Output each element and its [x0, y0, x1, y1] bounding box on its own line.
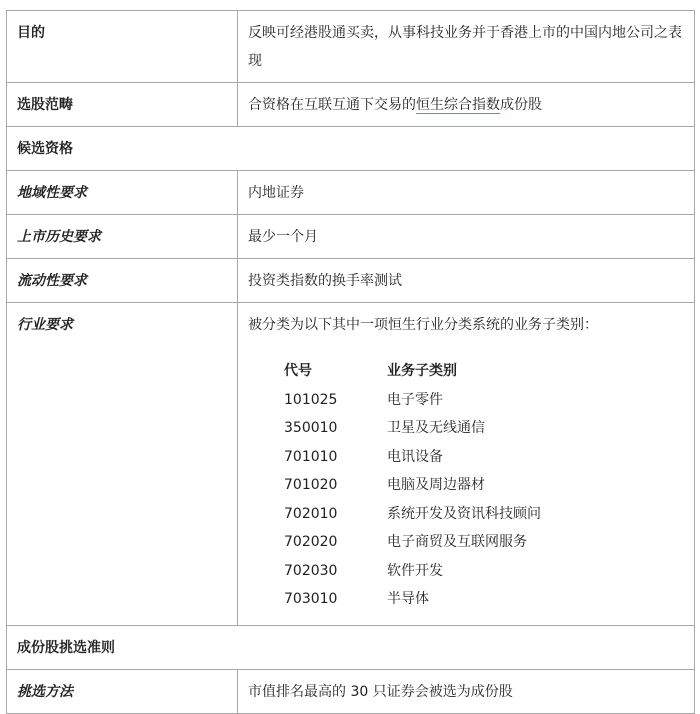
subsector: 电子商贸及互联网服务 — [387, 534, 527, 550]
value-universe — [238, 83, 695, 127]
row-listing — [7, 215, 695, 259]
code-row — [284, 414, 541, 443]
code: 701020 — [284, 477, 338, 493]
code-row — [284, 386, 541, 415]
code-row — [284, 471, 541, 500]
value-objective: 反映可经港股通买卖，从事科技业务并于香港上市的中国内地公司之表现 — [238, 11, 695, 83]
section-selection: 成份股挑选准则 — [7, 625, 695, 669]
code: 350010 — [284, 420, 338, 436]
row-liquidity — [7, 259, 695, 303]
code-row — [284, 528, 541, 557]
value-industry — [238, 303, 695, 626]
code: 701010 — [284, 448, 338, 465]
row-industry — [7, 303, 695, 626]
header-code: 代号 — [284, 363, 312, 379]
industry-description: 被分类为以下其中一项恒生行业分类系统的业务子类别： — [248, 317, 598, 333]
subsector: 电脑及周边器材 — [387, 477, 485, 493]
subsector: 软件开发 — [387, 562, 443, 579]
label-domicile: 地域性要求 — [7, 171, 238, 215]
index-methodology-table — [6, 10, 695, 714]
label-listing: 上市历史要求 — [7, 215, 238, 259]
universe-text-before: 合资格在互联互通下交易的 — [248, 97, 416, 113]
hsci-link[interactable]: 恒生综合指数 — [416, 97, 500, 113]
label-liquidity: 流动性要求 — [7, 259, 238, 303]
value-liquidity: 投资类指数的换手率测试 — [238, 259, 695, 303]
row-objective — [7, 11, 695, 83]
code-row — [284, 585, 541, 614]
value-domicile: 内地证券 — [238, 171, 695, 215]
universe-text-after: 成份股 — [500, 97, 542, 113]
code: 702030 — [284, 562, 338, 579]
header-subsector: 业务子类别 — [387, 363, 457, 379]
label-industry: 行业要求 — [7, 303, 238, 626]
subsector: 半导体 — [387, 591, 429, 607]
section-eligibility: 候选资格 — [7, 127, 695, 171]
row-eligibility — [7, 127, 695, 171]
subsector: 系统开发及资讯科技顾问 — [387, 505, 541, 522]
subsector: 电讯设备 — [387, 448, 443, 465]
code-row — [284, 443, 541, 472]
value-listing: 最少一个月 — [238, 215, 695, 259]
code: 702020 — [284, 534, 338, 550]
row-universe — [7, 83, 695, 127]
code: 702010 — [284, 505, 338, 522]
subsector: 卫星及无线通信 — [387, 420, 485, 436]
label-universe: 选股范畴 — [7, 83, 238, 127]
code-row — [284, 500, 541, 529]
code-row — [284, 557, 541, 586]
row-method — [7, 669, 695, 713]
row-domicile — [7, 171, 695, 215]
label-method: 挑选方法 — [7, 669, 238, 713]
row-selection — [7, 625, 695, 669]
value-method: 市值排名最高的 30 只证券会被选为成份股 — [238, 669, 695, 713]
code: 101025 — [284, 391, 338, 408]
subsector: 电子零件 — [387, 391, 443, 408]
industry-code-table — [284, 357, 541, 614]
label-objective: 目的 — [7, 11, 238, 83]
code: 703010 — [284, 591, 338, 607]
